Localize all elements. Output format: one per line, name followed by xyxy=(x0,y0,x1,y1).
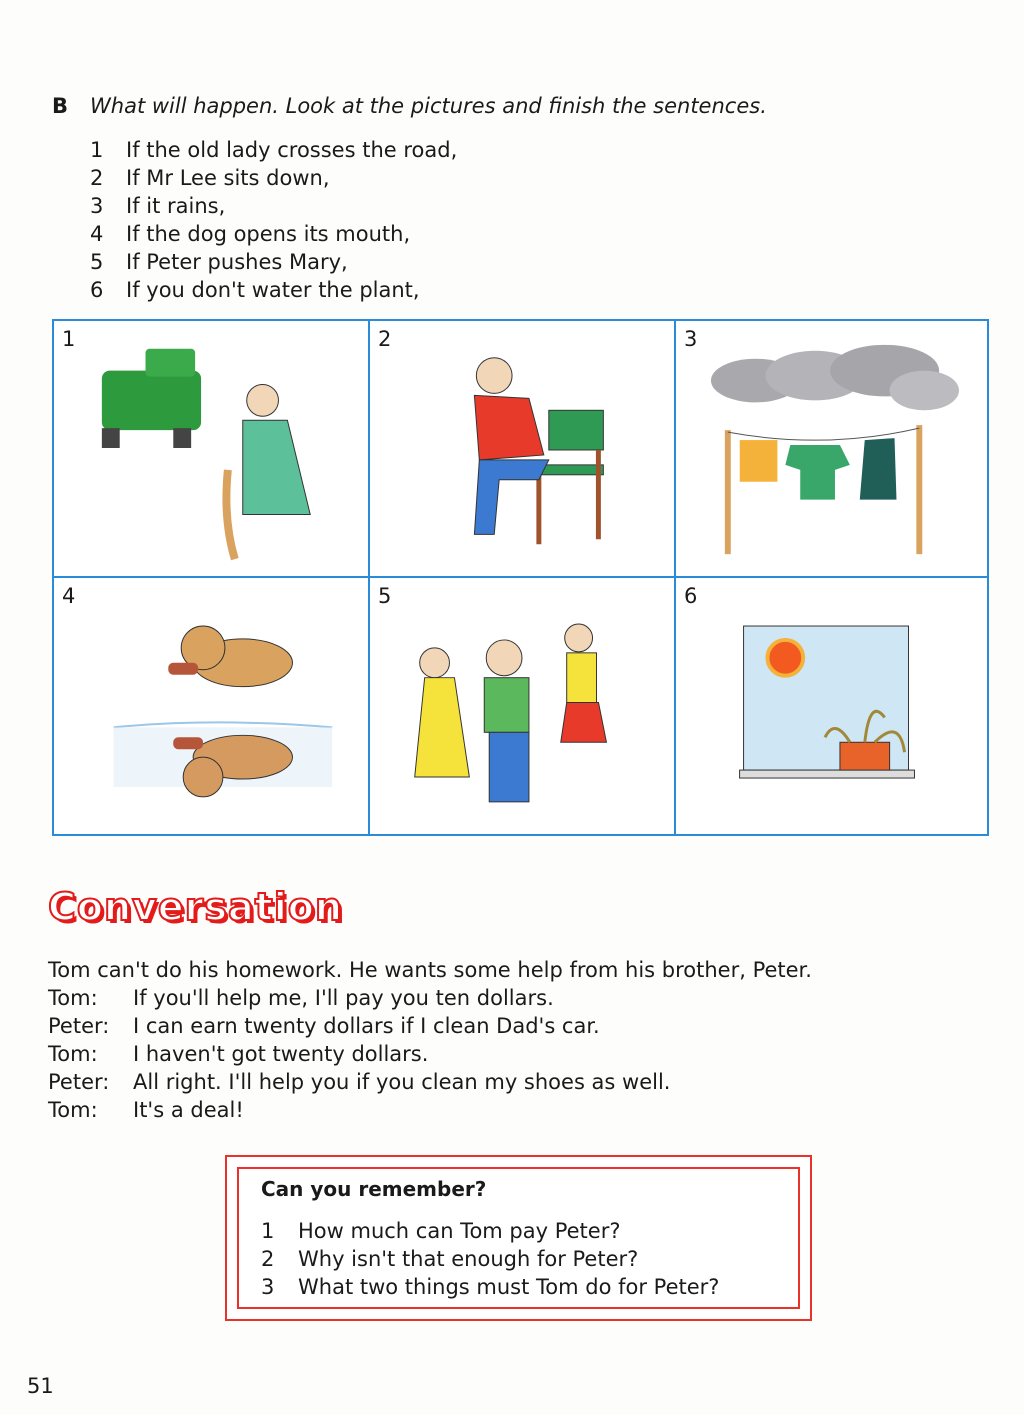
dialogue-line xyxy=(48,1068,812,1096)
picture-3-clothesline-clouds xyxy=(676,321,987,578)
picture-number: 1 xyxy=(62,327,76,351)
question-item xyxy=(261,1245,719,1273)
prompt-text: If the dog opens its mouth, xyxy=(126,222,411,246)
picture-number: 5 xyxy=(378,584,392,608)
dialogue-line xyxy=(48,1040,812,1068)
question-text: Why isn't that enough for Peter? xyxy=(298,1247,639,1271)
old-lady-car-illustration xyxy=(54,321,368,576)
question-text: How much can Tom pay Peter? xyxy=(298,1219,621,1243)
speaker: Peter: xyxy=(48,1070,110,1094)
prompt-text: If the old lady crosses the road, xyxy=(126,138,458,162)
speaker: Tom: xyxy=(48,1098,98,1122)
prompt-item xyxy=(90,276,457,304)
picture-number: 3 xyxy=(684,327,698,351)
dialogue-line xyxy=(48,1012,812,1040)
section-letter: B xyxy=(52,94,69,118)
prompt-number: 2 xyxy=(90,166,104,190)
line-text: All right. I'll help you if you clean my shoes as well. xyxy=(133,1070,671,1094)
speaker: Tom: xyxy=(48,1042,98,1066)
prompt-item xyxy=(90,164,457,192)
prompt-item xyxy=(90,248,457,276)
prompt-list xyxy=(90,136,457,304)
picture-number: 6 xyxy=(684,584,698,608)
speaker: Tom: xyxy=(48,986,98,1010)
can-you-remember-box xyxy=(225,1155,812,1321)
conversation-intro: Tom can't do his homework. He wants some help from his brother, Peter. xyxy=(48,958,812,982)
clouds-laundry-illustration xyxy=(676,321,987,576)
prompt-text: If you don't water the plant, xyxy=(126,278,420,302)
question-list xyxy=(261,1217,719,1301)
speaker: Peter: xyxy=(48,1014,110,1038)
line-text: I can earn twenty dollars if I clean Dad's car. xyxy=(133,1014,600,1038)
prompt-number: 3 xyxy=(90,194,104,218)
prompt-text: If Peter pushes Mary, xyxy=(126,250,348,274)
dialogue-line xyxy=(48,1096,812,1124)
section-b-heading xyxy=(52,94,767,118)
prompt-number: 1 xyxy=(90,138,104,162)
picture-number: 2 xyxy=(378,327,392,351)
conversation-dialogue xyxy=(48,956,812,1124)
line-text: I haven't got twenty dollars. xyxy=(133,1042,429,1066)
instruction: What will happen. Look at the pictures and finish the sentences. xyxy=(90,94,767,118)
box-title: Can you remember? xyxy=(261,1177,487,1201)
picture-6-sun-dry-plant xyxy=(676,578,987,834)
question-number: 3 xyxy=(261,1275,275,1299)
picture-grid xyxy=(52,319,989,836)
line-text: It's a deal! xyxy=(133,1098,244,1122)
picture-number: 4 xyxy=(62,584,76,608)
prompt-item xyxy=(90,220,457,248)
dialogue-line xyxy=(48,984,812,1012)
picture-5-peter-mary xyxy=(370,578,676,834)
prompt-item xyxy=(90,136,457,164)
picture-4-dog-bone-reflection xyxy=(54,578,370,834)
man-sitting-chair-illustration xyxy=(370,321,674,576)
sun-window-plant-illustration xyxy=(676,578,987,834)
line-text: If you'll help me, I'll pay you ten dollars. xyxy=(133,986,554,1010)
prompt-number: 6 xyxy=(90,278,104,302)
question-text: What two things must Tom do for Peter? xyxy=(298,1275,720,1299)
picture-1-old-lady-car xyxy=(54,321,370,578)
dog-bone-illustration xyxy=(54,578,368,834)
prompt-number: 5 xyxy=(90,250,104,274)
prompt-text: If Mr Lee sits down, xyxy=(126,166,330,190)
children-pushing-illustration xyxy=(370,578,674,834)
prompt-number: 4 xyxy=(90,222,104,246)
prompt-item xyxy=(90,192,457,220)
question-number: 1 xyxy=(261,1219,275,1243)
page-number: 51 xyxy=(27,1374,54,1398)
question-number: 2 xyxy=(261,1247,275,1271)
box-inner-border xyxy=(237,1167,800,1309)
question-item xyxy=(261,1273,719,1301)
prompt-text: If it rains, xyxy=(126,194,226,218)
picture-2-mr-lee-chair xyxy=(370,321,676,578)
conversation-title: Conversation xyxy=(48,885,343,929)
question-item xyxy=(261,1217,719,1245)
